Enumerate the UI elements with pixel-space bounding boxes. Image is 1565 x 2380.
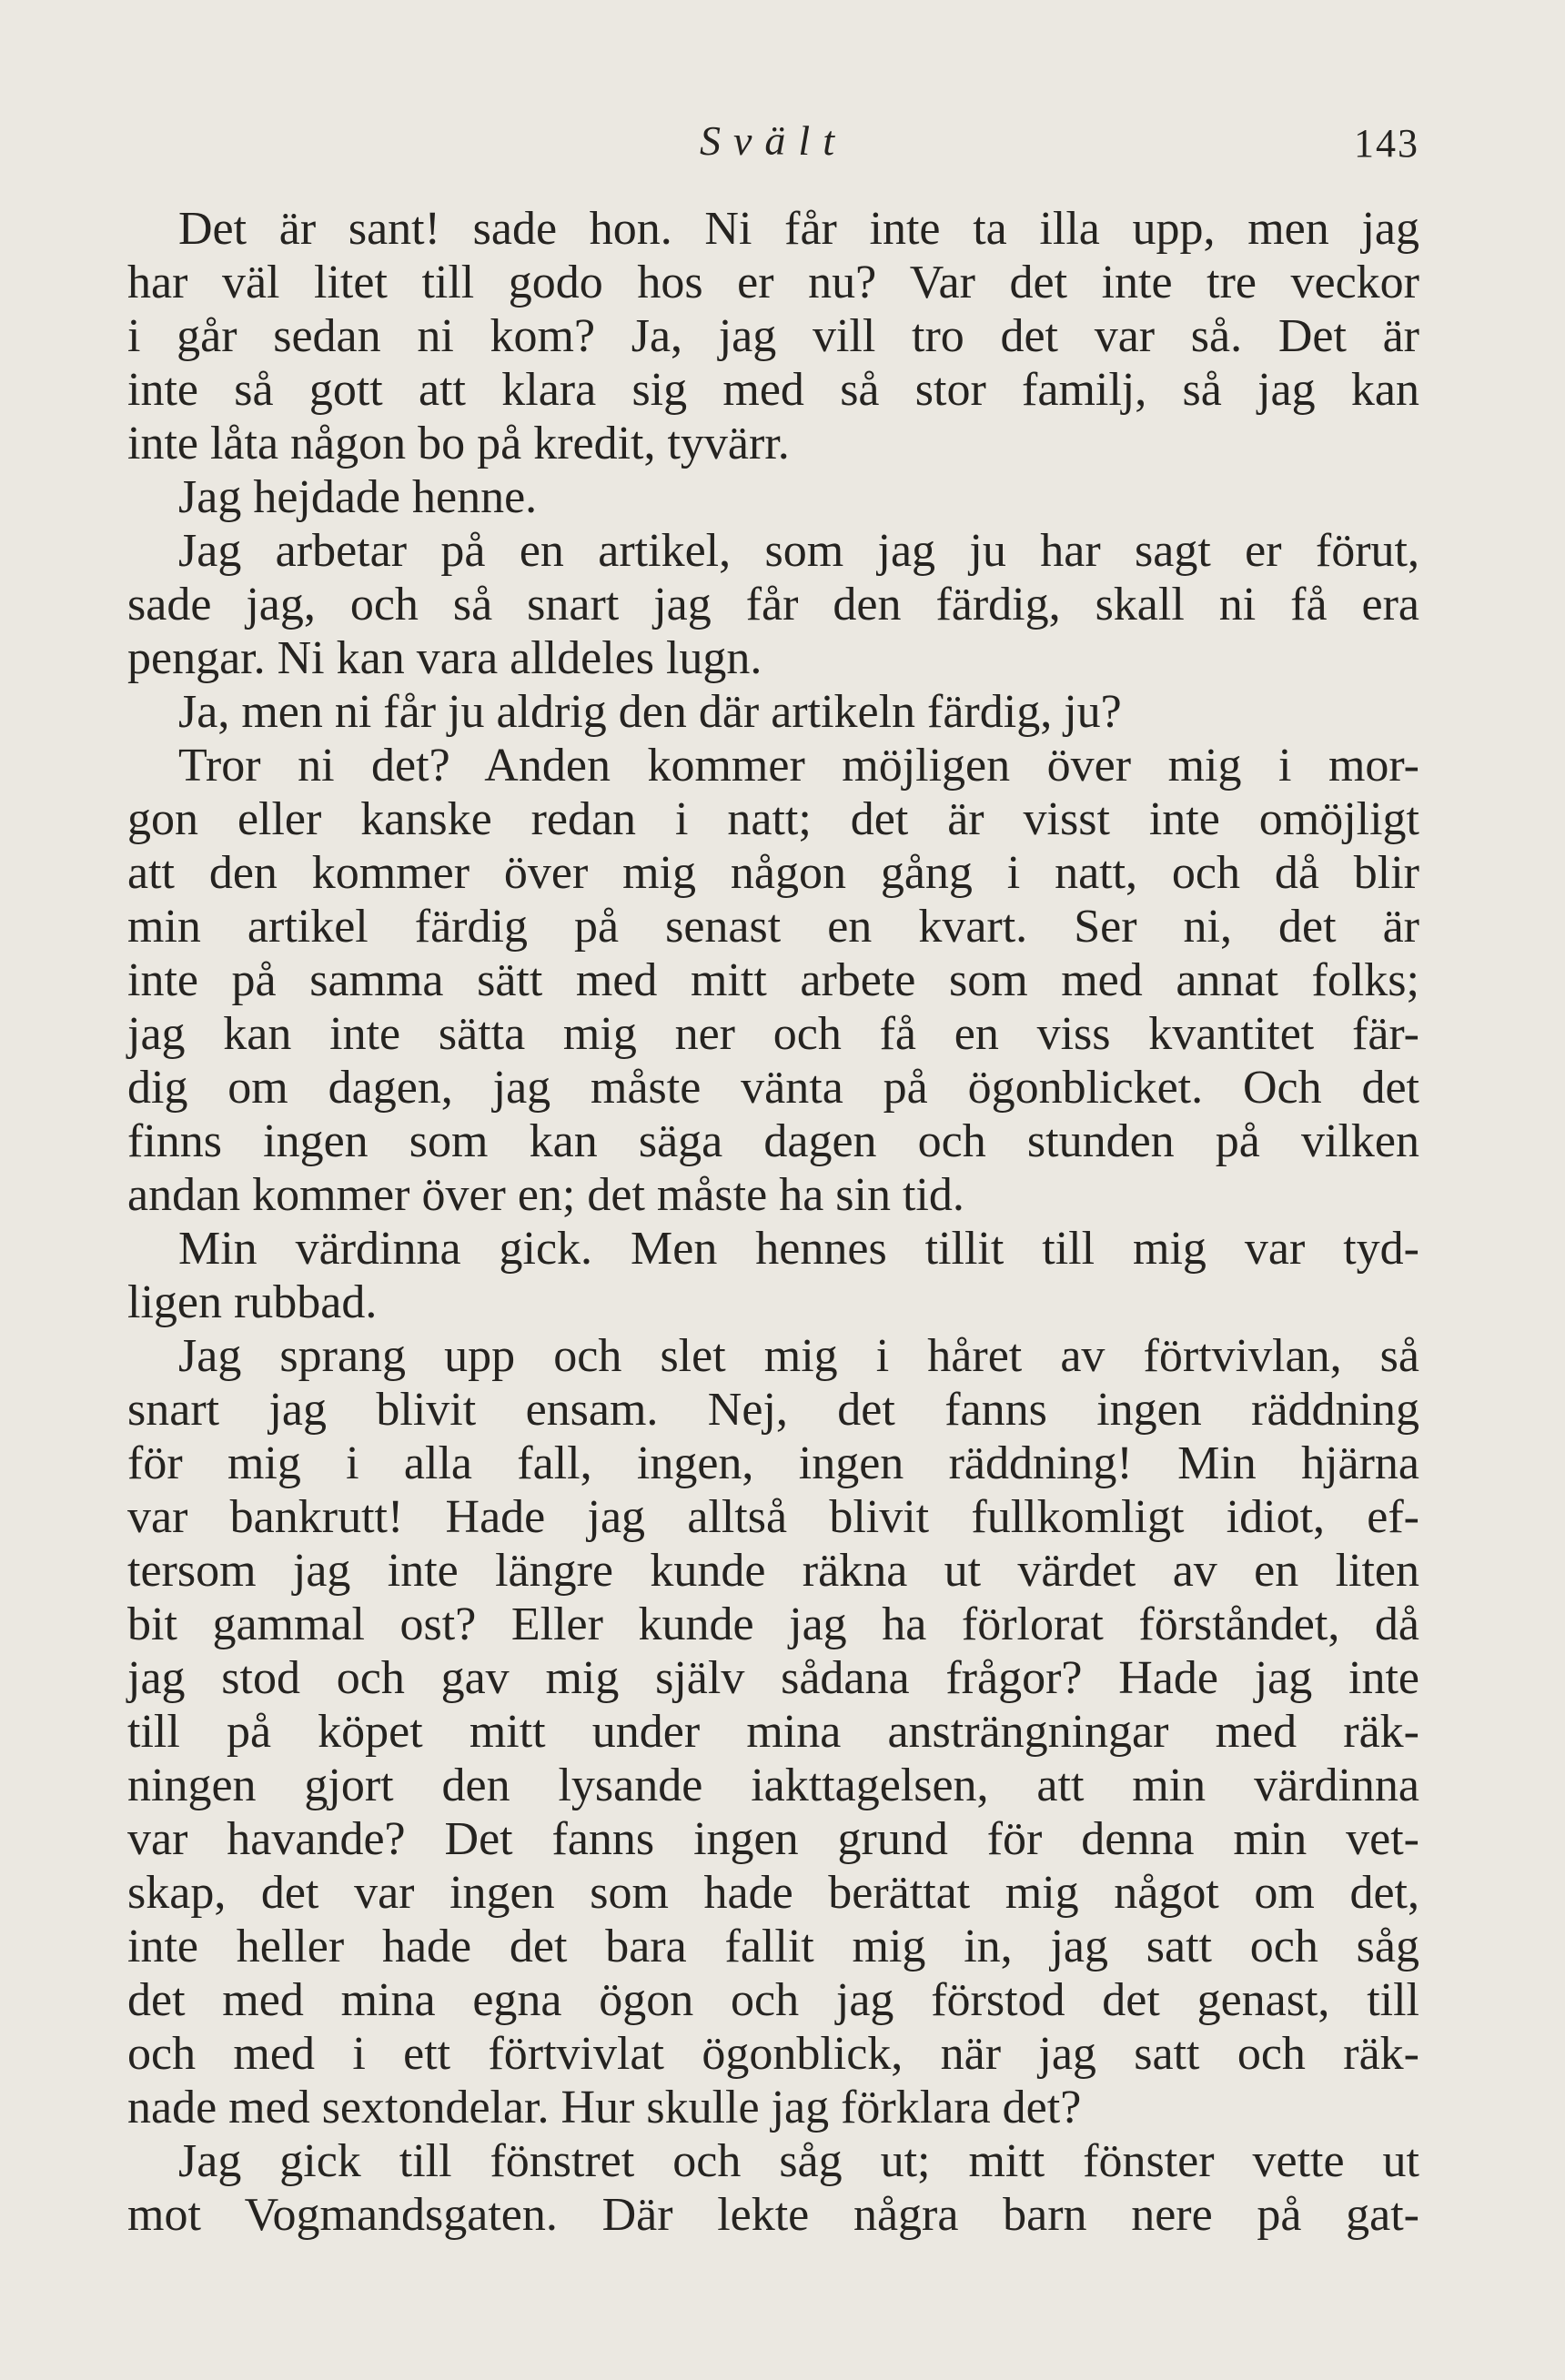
text-line: ningen gjort den lysande iakttagelsen, att min värdinna bbox=[127, 1760, 1419, 1811]
text-line: Jag sprang upp och slet mig i håret av förtvivlan, så bbox=[178, 1330, 1419, 1382]
text-line: Tror ni det? Anden kommer möjligen över mig i mor- bbox=[178, 740, 1419, 792]
body-text bbox=[127, 202, 1419, 2242]
text-line: ligen rubbad. bbox=[127, 1276, 378, 1328]
page-number: 143 bbox=[1354, 121, 1419, 166]
text-line: min artikel färdig på senast en kvart. Ser ni, det är bbox=[127, 901, 1419, 953]
text-line: det med mina egna ögon och jag förstod det genast, till bbox=[127, 1974, 1419, 2026]
text-line: snart jag blivit ensam. Nej, det fanns ingen räddning bbox=[127, 1384, 1419, 1436]
text-line: sade jag, och så snart jag får den färdig, skall ni få era bbox=[127, 579, 1419, 630]
text-line: dig om dagen, jag måste vänta på ögonblicket. Och det bbox=[127, 1062, 1419, 1114]
text-line: inte på samma sätt med mitt arbete som med annat folks; bbox=[127, 954, 1419, 1006]
text-line: gon eller kanske redan i natt; det är visst inte omöjligt bbox=[127, 793, 1419, 845]
text-line: bit gammal ost? Eller kunde jag ha förlorat förståndet, då bbox=[127, 1598, 1419, 1650]
text-line: i går sedan ni kom? Ja, jag vill tro det var så. Det är bbox=[127, 310, 1419, 362]
text-line: Jag arbetar på en artikel, som jag ju har sagt er förut, bbox=[178, 525, 1419, 577]
text-line: skap, det var ingen som hade berättat mig något om det, bbox=[127, 1867, 1419, 1919]
text-line: jag stod och gav mig själv sådana frågor? Hade jag inte bbox=[127, 1652, 1419, 1704]
text-line: och med i ett förtvivlat ögonblick, när jag satt och räk- bbox=[127, 2028, 1419, 2080]
text-line: Min värdinna gick. Men hennes tillit till mig var tyd- bbox=[178, 1223, 1419, 1275]
text-line: till på köpet mitt under mina ansträngningar med räk- bbox=[127, 1706, 1419, 1758]
text-line: har väl litet till godo hos er nu? Var det inte tre veckor bbox=[127, 257, 1419, 308]
page-header bbox=[127, 116, 1419, 171]
text-line: Jag hejdade henne. bbox=[178, 471, 538, 523]
running-title: Svält bbox=[700, 117, 847, 164]
text-line: inte heller hade det bara fallit mig in, jag satt och såg bbox=[127, 1921, 1419, 1972]
text-line: Ja, men ni får ju aldrig den där artikeln färdig, ju? bbox=[178, 686, 1122, 738]
text-line: var havande? Det fanns ingen grund för denna min vet- bbox=[127, 1813, 1419, 1865]
text-line: för mig i alla fall, ingen, ingen räddning! Min hjärna bbox=[127, 1437, 1419, 1489]
text-line: att den kommer över mig någon gång i natt, och då blir bbox=[127, 847, 1419, 899]
text-line: tersom jag inte längre kunde räkna ut värdet av en liten bbox=[127, 1545, 1419, 1597]
text-line: var bankrutt! Hade jag alltså blivit fullkomligt idiot, ef- bbox=[127, 1491, 1419, 1543]
text-line: nade med sextondelar. Hur skulle jag förklara det? bbox=[127, 2082, 1082, 2133]
text-line: Det är sant! sade hon. Ni får inte ta illa upp, men jag bbox=[178, 203, 1419, 255]
text-line: mot Vogmandsgaten. Där lekte några barn nere på gat- bbox=[127, 2189, 1419, 2241]
text-line: finns ingen som kan säga dagen och stunden på vilken bbox=[127, 1115, 1419, 1167]
text-line: jag kan inte sätta mig ner och få en viss kvantitet fär- bbox=[127, 1008, 1419, 1060]
text-line: inte så gott att klara sig med så stor familj, så jag kan bbox=[127, 364, 1419, 416]
text-line: inte låta någon bo på kredit, tyvärr. bbox=[127, 418, 790, 469]
text-line: pengar. Ni kan vara alldeles lugn. bbox=[127, 632, 762, 684]
text-line: andan kommer över en; det måste ha sin tid. bbox=[127, 1169, 964, 1221]
text-line: Jag gick till fönstret och såg ut; mitt fönster vette ut bbox=[178, 2135, 1419, 2187]
